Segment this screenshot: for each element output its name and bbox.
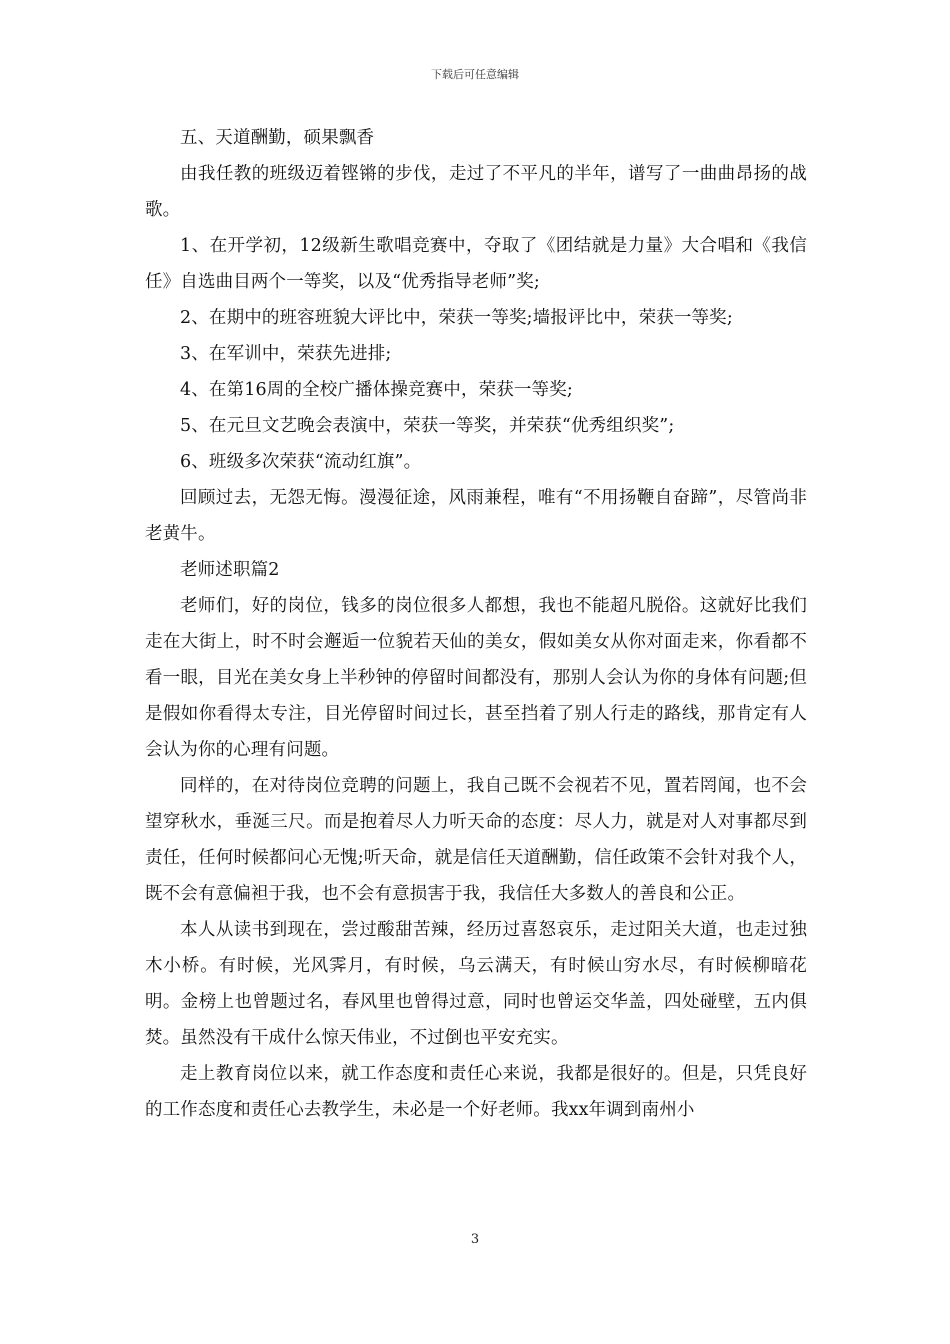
list-item-6: 6、班级多次荣获“流动红旗”。 <box>180 452 422 472</box>
body-paragraph: 回顾过去，无怨无悔。漫漫征途，风雨兼程，唯有“不用扬鞭自奋蹄”，尽管尚非老黄牛。 <box>145 488 807 544</box>
document-body <box>145 120 807 1128</box>
list-item-5: 5、在元旦文艺晚会表演中，荣获一等奖，并荣获“优秀组织奖”; <box>180 416 675 436</box>
body-paragraph: 同样的，在对待岗位竞聘的问题上，我自己既不会视若不见，置若罔闻，也不会望穿秋水，垂涎三尺。而是抱着尽人力听天命的态度：尽人力，就是对人对事都尽到责任，任何时候都问心无愧;听天命，就是信任天道酬勤，信任政策不会针对我个人，既不会有意偏袒于我，也不会有意损害于我，我信任大多数人的善良和公正。 <box>145 776 807 904</box>
list-item-2: 2、在期中的班容班貌大评比中，荣获一等奖;墙报评比中，荣获一等奖; <box>180 308 733 328</box>
list-item-1: 1、在开学初，12级新生歌唱竞赛中，夺取了《团结就是力量》大合唱和《我信任》自选曲目两个一等奖，以及“优秀指导老师”奖; <box>145 236 807 292</box>
section-heading: 五、天道酬勤，硕果飘香 <box>180 128 375 148</box>
body-paragraph: 由我任教的班级迈着铿锵的步伐，走过了不平凡的半年，谱写了一曲曲昂扬的战歌。 <box>145 164 807 220</box>
body-paragraph: 走上教育岗位以来，就工作态度和责任心来说，我都是很好的。但是，只凭良好的工作态度和责任心去教学生，未必是一个好老师。我xx年调到南州小 <box>145 1064 807 1120</box>
body-paragraph: 本人从读书到现在，尝过酸甜苦辣，经历过喜怒哀乐，走过阳关大道，也走过独木小桥。有时候，光风霁月，有时候，乌云满天，有时候山穷水尽，有时候柳暗花明。金榜上也曾题过名，春风里也曾得过意，同时也曾运交华盖，四处碰壁，五内俱焚。虽然没有干成什么惊天伟业，不过倒也平安充实。 <box>145 920 807 1048</box>
list-item-3: 3、在军训中，荣获先进排; <box>180 344 392 364</box>
list-item-4: 4、在第16周的全校广播体操竞赛中，荣获一等奖; <box>180 380 573 400</box>
page-number: 3 <box>470 1232 480 1247</box>
page-header-note: 下载后可任意编辑 <box>431 68 519 81</box>
article-title: 老师述职篇2 <box>180 560 280 580</box>
body-paragraph: 老师们，好的岗位，钱多的岗位很多人都想，我也不能超凡脱俗。这就好比我们走在大街上，时不时会邂逅一位貌若天仙的美女，假如美女从你对面走来，你看都不看一眼，目光在美女身上半秒钟的停留时间都没有，那别人会认为你的身体有问题;但是假如你看得太专注，目光停留时间过长，甚至挡着了别人行走的路线，那肯定有人会认为你的心理有问题。 <box>145 596 807 760</box>
